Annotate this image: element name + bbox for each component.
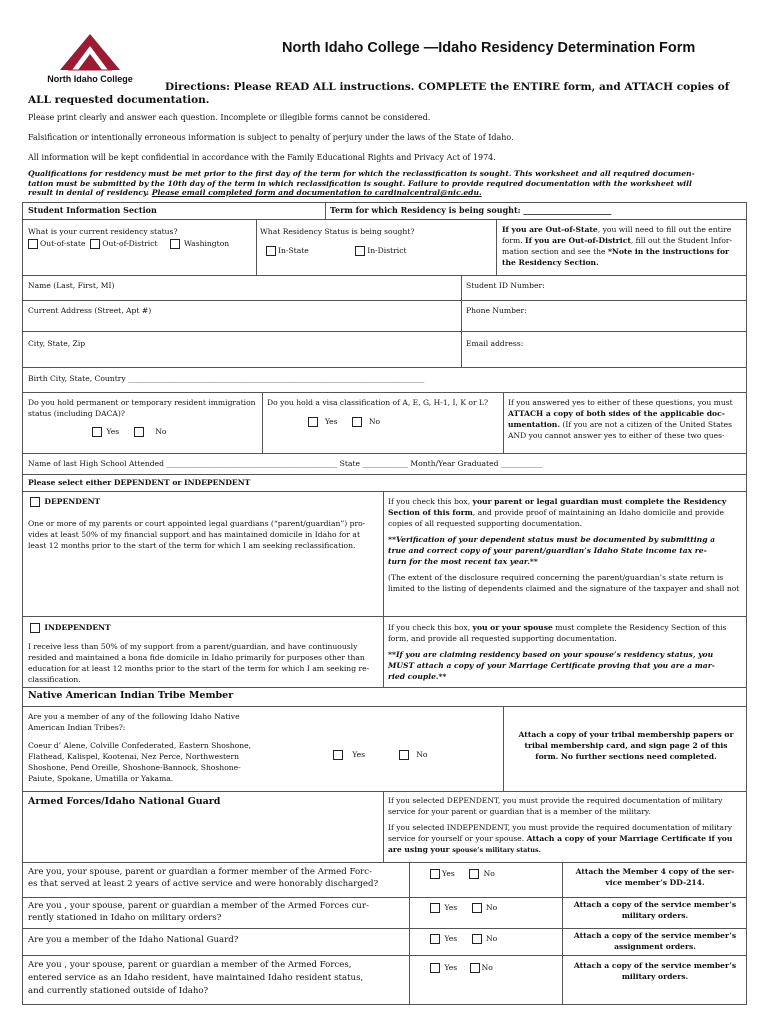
armed-q4-note-line1: Attach a copy of the service member’s	[573, 961, 737, 970]
armed-q3-yes-checkbox[interactable]	[430, 934, 440, 944]
name-field[interactable]: Name (Last, First, MI)	[28, 281, 115, 290]
ind-r4: MUST attach a copy of your Marriage Certificate proving that you are a mar-	[388, 661, 715, 670]
name-row	[22, 275, 747, 301]
armed-q1-no-label: No	[483, 869, 495, 878]
visa-options	[308, 416, 380, 427]
independent-label: INDEPENDENT	[44, 623, 111, 632]
dependent-checkbox[interactable]	[30, 497, 40, 507]
note-line2a: form.	[502, 236, 526, 245]
visa-yes-label: Yes	[324, 417, 338, 426]
visa-note-line1: If you answered yes to either of these questions, you must	[508, 398, 733, 407]
note-line2c: , fill out the Student Infor-	[630, 236, 733, 245]
armed-q2-note	[566, 899, 744, 921]
tribe-note	[508, 729, 744, 762]
qual-line1: Qualifications for residency must be met prior to the first day of the term for which the reclassification is sought. This worksheet and all required documen-	[28, 169, 695, 178]
armed-q4-line1: Are you , your spouse, parent or guardian a member of the Armed Forces,	[28, 960, 352, 970]
armed-q1-note-line1: Attach the Member 4 copy of the ser-	[575, 867, 735, 876]
independent-instructions	[388, 622, 743, 682]
note-line3b: *Note in the instructions for	[607, 247, 730, 256]
out-of-district-checkbox[interactable]	[90, 239, 100, 249]
qual-line3a: result in denial of residency.	[28, 188, 152, 197]
out-of-state-note	[502, 224, 744, 268]
armed-q3-note-line1: Attach a copy of the service member’s	[573, 931, 737, 940]
armed-q2-note-line2: military orders.	[621, 911, 689, 920]
dependent-option	[30, 496, 100, 507]
armed-q2-options	[430, 902, 497, 913]
in-state-label: In-State	[278, 246, 309, 255]
ind-r3: **If you are claiming residency based on your spouse’s residency status, you	[388, 650, 714, 659]
tribe-list-line4: Paiute, Spokane, Umatilla or Yakama.	[28, 774, 174, 783]
armed-q2-line2: rently stationed in Idaho on military orders?	[28, 913, 222, 923]
dep-r8: limited to the listing of dependents claimed and the signature of the taxpayer and shall not	[388, 584, 740, 593]
logo-text: North Idaho College	[47, 74, 133, 84]
qualifications-note	[28, 169, 695, 198]
sought-status-question: What Residency Status is being sought?	[260, 227, 415, 236]
armed-q2-no-label: No	[486, 903, 498, 912]
address-field[interactable]: Current Address (Street, Apt #)	[28, 306, 152, 315]
dep-text-line1: One or more of my parents or court appointed legal guardians (“parent/guardian”) pro-	[28, 519, 366, 528]
armed-note-line3: If you selected INDEPENDENT, you must provide the required documentation of military	[388, 823, 733, 832]
dep-r5: true and correct copy of your parent/guardian’s Idaho State income tax re-	[388, 546, 707, 555]
dep-r6: turn for the most recent tax year.**	[388, 557, 538, 566]
tribe-list-line3: Shoshone, Pend Oreille, Shoshone-Bannock, Shoshone-	[28, 763, 241, 772]
tribe-q-line1: Are you a member of any of the following Idaho Native	[28, 712, 240, 721]
dep-r2a: Section of this form	[388, 508, 473, 517]
perm-yes-checkbox[interactable]	[92, 427, 102, 437]
ind-r1b: you or your spouse	[472, 623, 553, 632]
armed-q1-no-checkbox[interactable]	[469, 869, 479, 879]
armed-q4-note	[566, 960, 744, 982]
armed-q2-yes-label: Yes	[444, 903, 458, 912]
visa-note	[508, 397, 744, 441]
visa-yes-checkbox[interactable]	[308, 417, 318, 427]
independent-checkbox[interactable]	[30, 623, 40, 633]
armed-q2-note-line1: Attach a copy of the service member’s	[573, 900, 737, 909]
instruction-confidential: All information will be kept confidential in accordance with the Family Educational Rights and Privacy Act of 1974.	[28, 153, 496, 162]
tribe-q-line2: American Indian Tribes?:	[28, 723, 126, 732]
independent-description	[28, 641, 369, 685]
dependent-description	[28, 518, 365, 551]
qual-line3	[28, 188, 695, 198]
dep-r7: (The extent of the disclosure required concerning the parent/guardian’s state return is	[388, 573, 724, 582]
visa-note-line2: ATTACH a copy of both sides of the applicable doc-	[508, 409, 725, 418]
tribe-yes-label: Yes	[352, 750, 365, 759]
directions-line1: Directions: Please READ ALL instructions. COMPLETE the ENTIRE form, and ATTACH copies of	[165, 81, 730, 93]
dep-r1b: your parent or legal guardian must complete the Residency	[472, 497, 727, 506]
phone-field[interactable]: Phone Number:	[466, 306, 527, 315]
tribe-note-line3: form. No further sections need completed.	[535, 752, 717, 761]
armed-note-line2: service for your parent or guardian that is a member of the military.	[388, 807, 651, 816]
submission-email-link[interactable]: Please email completed form and documentation to cardinalcentral@nic.edu.	[151, 188, 482, 197]
perm-no-label: No	[155, 427, 167, 436]
ind-r1a: If you check this box,	[388, 623, 473, 632]
out-of-state-checkbox[interactable]	[28, 239, 38, 249]
armed-q3-no-label: No	[486, 934, 498, 943]
armed-q3-no-checkbox[interactable]	[472, 934, 482, 944]
dependent-label: DEPENDENT	[44, 497, 101, 506]
dep-r2b: , and provide proof of maintaining an Idaho domicile and provide	[472, 508, 725, 517]
qual-line2: tation must be submitted by the 10th day of the term in which reclassification is sought. Failure to provide required documentation with the worksheet will	[28, 178, 692, 188]
permanent-resident-options	[92, 426, 166, 437]
armed-q4-no-checkbox[interactable]	[470, 963, 480, 973]
note-line1a: If you are Out-of-State	[502, 225, 598, 234]
logo	[40, 28, 140, 84]
ind-text-line1: I receive less than 50% of my support from a parent/guardian, and have continuously	[28, 642, 358, 651]
armed-q3-yes-label: Yes	[444, 934, 458, 943]
armed-q4-no-label: No	[481, 963, 493, 972]
term-field[interactable]: Term for which Residency is being sought: ______________________	[330, 205, 612, 215]
dep-text-line3: least 12 months prior to the start of the term for which I am seeking reclassification.	[28, 541, 356, 550]
ind-r5: ried couple.**	[388, 672, 447, 681]
perm-q-line1: Do you hold permanent or temporary resident immigration	[28, 398, 256, 407]
armed-q4-note-line2: military orders.	[621, 972, 689, 981]
ind-text-line2: resided and maintained a bona fide domicile in Idaho primarily for purposes other than	[28, 653, 365, 662]
directions-line2: ALL requested documentation.	[28, 94, 210, 106]
note-line3a: mation section and see the	[502, 247, 608, 256]
washington-checkbox[interactable]	[170, 239, 180, 249]
dependent-instructions	[388, 496, 743, 594]
note-line2b: If you are Out-of-District	[525, 236, 631, 245]
armed-q4-yes-label: Yes	[444, 963, 458, 972]
tribe-header: Native American Indian Tribe Member	[28, 690, 234, 701]
perm-yes-label: Yes	[106, 427, 120, 436]
in-state-checkbox[interactable]	[266, 246, 276, 256]
armed-q4	[28, 959, 363, 998]
ind-r2: form, and provide all requested supporting documentation.	[388, 634, 617, 643]
armed-q2-no-checkbox[interactable]	[472, 903, 482, 913]
ind-r1c: must complete the Residency Section of this	[552, 623, 727, 632]
armed-note-line1: If you selected DEPENDENT, you must provide the required documentation of military	[388, 796, 723, 805]
armed-q4-yes-checkbox[interactable]	[430, 963, 440, 973]
armed-q2-line1: Are you , your spouse, parent or guardian a member of the Armed Forces cur-	[28, 901, 369, 911]
tribe-no-label: No	[416, 750, 428, 759]
tribe-list	[28, 740, 251, 784]
current-status-question: What is your current residency status?	[28, 227, 178, 236]
armed-q2	[28, 900, 369, 924]
visa-no-checkbox[interactable]	[352, 417, 362, 427]
current-status-options	[28, 238, 229, 249]
tribe-note-line2: tribal membership card, and sign page 2 of this	[524, 741, 728, 750]
visa-no-label: No	[368, 417, 381, 426]
armed-note-line4a: service for yourself or your spouse.	[388, 834, 527, 843]
page-title: North Idaho College —Idaho Residency Determination Form	[282, 40, 696, 56]
in-district-checkbox[interactable]	[355, 246, 365, 256]
armed-q3-options	[430, 933, 497, 944]
in-district-label: In-District	[367, 246, 407, 255]
visa-note-line4: AND you cannot answer yes to either of these two ques-	[508, 431, 725, 440]
armed-q1-options	[430, 868, 495, 879]
armed-q4-line3: and currently stationed outside of Idaho?	[28, 986, 209, 996]
tribe-list-line1: Coeur d’ Alene, Colville Confederated, Eastern Shoshone,	[28, 741, 252, 750]
armed-q1-line1: Are you, your spouse, parent or guardian a former member of the Armed Forc-	[28, 867, 372, 877]
tribe-no-checkbox[interactable]	[399, 750, 409, 760]
armed-note-line5b: spouse’s military status.	[452, 846, 541, 854]
dep-r3: copies of all requested supporting documentation.	[388, 519, 583, 528]
tribe-note-line1: Attach a copy of your tribal membership papers or	[518, 730, 734, 739]
sought-status-options	[266, 245, 407, 256]
instruction-falsification: Falsification or intentionally erroneous information is subject to penalty of perjury under the laws of the State of Idaho.	[28, 133, 514, 142]
armed-forces-notes	[388, 795, 743, 856]
perm-no-checkbox[interactable]	[134, 427, 144, 437]
independent-option	[30, 622, 111, 633]
armed-q1-yes-checkbox[interactable]	[430, 869, 440, 879]
dependency-header: Please select either DEPENDENT or INDEPENDENT	[28, 478, 251, 487]
mountain-logo-icon	[40, 28, 140, 72]
armed-q4-options	[430, 962, 493, 973]
high-school-field[interactable]: Name of last High School Attended _____________________________________________ State ____________ Month/Year Graduated ___________	[28, 459, 543, 468]
visa-question: Do you hold a visa classification of A, E, G, H-1, I, K or L?	[267, 398, 489, 407]
instruction-print: Please print clearly and answer each question. Incomplete or illegible forms cannot be considered.	[28, 113, 431, 122]
armed-q1-yes-label: Yes	[442, 869, 455, 878]
tribe-question	[28, 711, 240, 733]
armed-q3-note-line2: assignment orders.	[614, 942, 696, 951]
armed-q3-note	[566, 930, 744, 952]
student-id-field[interactable]: Student ID Number:	[466, 281, 545, 290]
armed-note-line5a: are using your	[388, 845, 453, 854]
visa-note-line3a: umentation.	[508, 420, 560, 429]
student-section-label: Student Information Section	[28, 205, 157, 215]
city-row	[22, 331, 747, 368]
washington-label: Washington	[184, 239, 230, 248]
dep-r1a: If you check this box,	[388, 497, 473, 506]
armed-q1-line2: es that served at least 2 years of active service and were honorably discharged?	[28, 879, 379, 889]
out-of-state-label: Out-of-state	[40, 239, 86, 248]
armed-q1-note	[566, 866, 744, 888]
note-line4: the Residency Section.	[502, 258, 599, 267]
armed-q1-note-line2: vice member’s DD-214.	[605, 878, 705, 887]
armed-q3: Are you a member of the Idaho National Guard?	[28, 935, 239, 945]
ind-text-line3: education for at least 12 months prior to the start of the term for which I am seeking re-	[28, 664, 370, 673]
ind-text-line4: classification.	[28, 675, 81, 684]
visa-note-line3b: (If you are not a citizen of the United States	[559, 420, 733, 429]
armed-q2-yes-checkbox[interactable]	[430, 903, 440, 913]
dep-r4: **Verification of your dependent status must be documented by submitting a	[388, 535, 716, 544]
out-of-district-label: Out-of-District	[102, 239, 158, 248]
perm-q-line2: status (including DACA)?	[28, 409, 125, 418]
city-field[interactable]: City, State, Zip	[28, 339, 86, 348]
armed-q1	[28, 866, 378, 890]
email-field[interactable]: Email address:	[466, 339, 524, 348]
armed-note-line4b: Attach a copy of your Marriage Certificate if you	[526, 834, 733, 843]
armed-forces-header: Armed Forces/Idaho National Guard	[28, 796, 221, 807]
armed-q4-line2: entered service as an Idaho resident, have maintained Idaho resident status,	[28, 973, 364, 983]
tribe-yes-checkbox[interactable]	[333, 750, 343, 760]
tribe-options	[333, 749, 427, 760]
note-line1b: , you will need to fill out the entire	[597, 225, 732, 234]
dep-text-line2: vides at least 50% of my financial support and has maintained domicile in Idaho for at	[28, 530, 361, 539]
birth-place-field[interactable]: Birth City, State, Country ______________________________________________________________________________	[28, 374, 425, 383]
permanent-resident-question	[28, 397, 256, 419]
tribe-list-line2: Flathead, Kalispel, Kootenai, Nez Perce, Northwestern	[28, 752, 240, 761]
